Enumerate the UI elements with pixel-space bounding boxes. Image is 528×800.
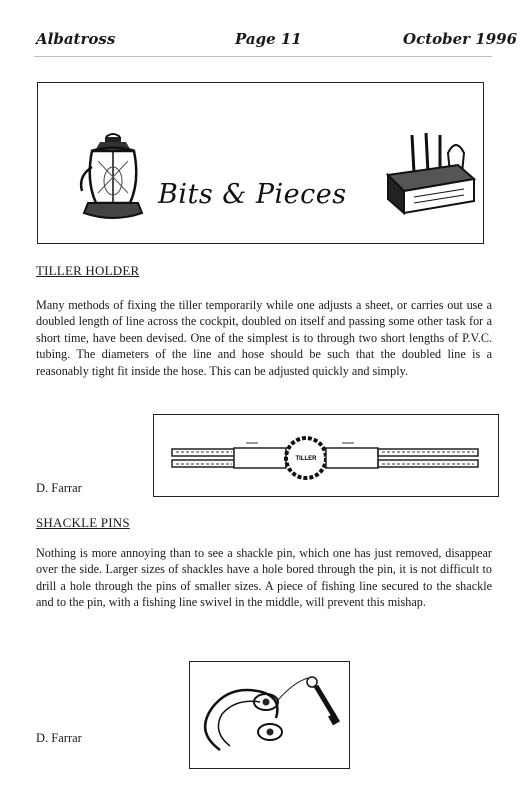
issue-date: October 1996 bbox=[403, 30, 518, 48]
header-divider bbox=[34, 56, 492, 57]
tool-rack-icon bbox=[384, 127, 476, 217]
section-banner bbox=[37, 82, 484, 244]
tiller-label: TILLER bbox=[295, 456, 317, 462]
article-author: D. Farrar bbox=[36, 731, 82, 745]
article-author: D. Farrar bbox=[36, 481, 82, 495]
article-body: Many methods of fixing the tiller temporarily while one adjusts a sheet, or carries out use a doubled length of line across the cockpit, doubled on itself and passing some other task for a short time, have been devised. One of the simplest is to through two short lengths of P.V.C. tubing. The diameters of the line and hose should be such that the doubled line is a reasonably tight fit inside the hose. This can be adjusted quickly and simply. bbox=[36, 298, 492, 378]
article-body: Nothing is more annoying than to see a shackle pin, which one has just removed, disappear over the side. Larger sizes of shackles have a hole bored through the pin, it is not difficult to drill a hole through the pins of smaller sizes. A piece of fishing line secured to the shackle and to the pin, with a fishing line swivel in the middle, will prevent this mishap. bbox=[36, 546, 492, 610]
lantern-icon bbox=[78, 131, 148, 227]
banner-title: Bits & Pieces bbox=[158, 179, 347, 210]
newsletter-name: Albatross bbox=[36, 30, 116, 48]
tiller-illustration bbox=[153, 414, 499, 497]
article-heading: SHACKLE PINS bbox=[36, 515, 130, 530]
shackle-illustration bbox=[189, 661, 350, 769]
article-heading: TILLER HOLDER bbox=[36, 263, 140, 278]
page-number: Page 11 bbox=[235, 30, 302, 48]
